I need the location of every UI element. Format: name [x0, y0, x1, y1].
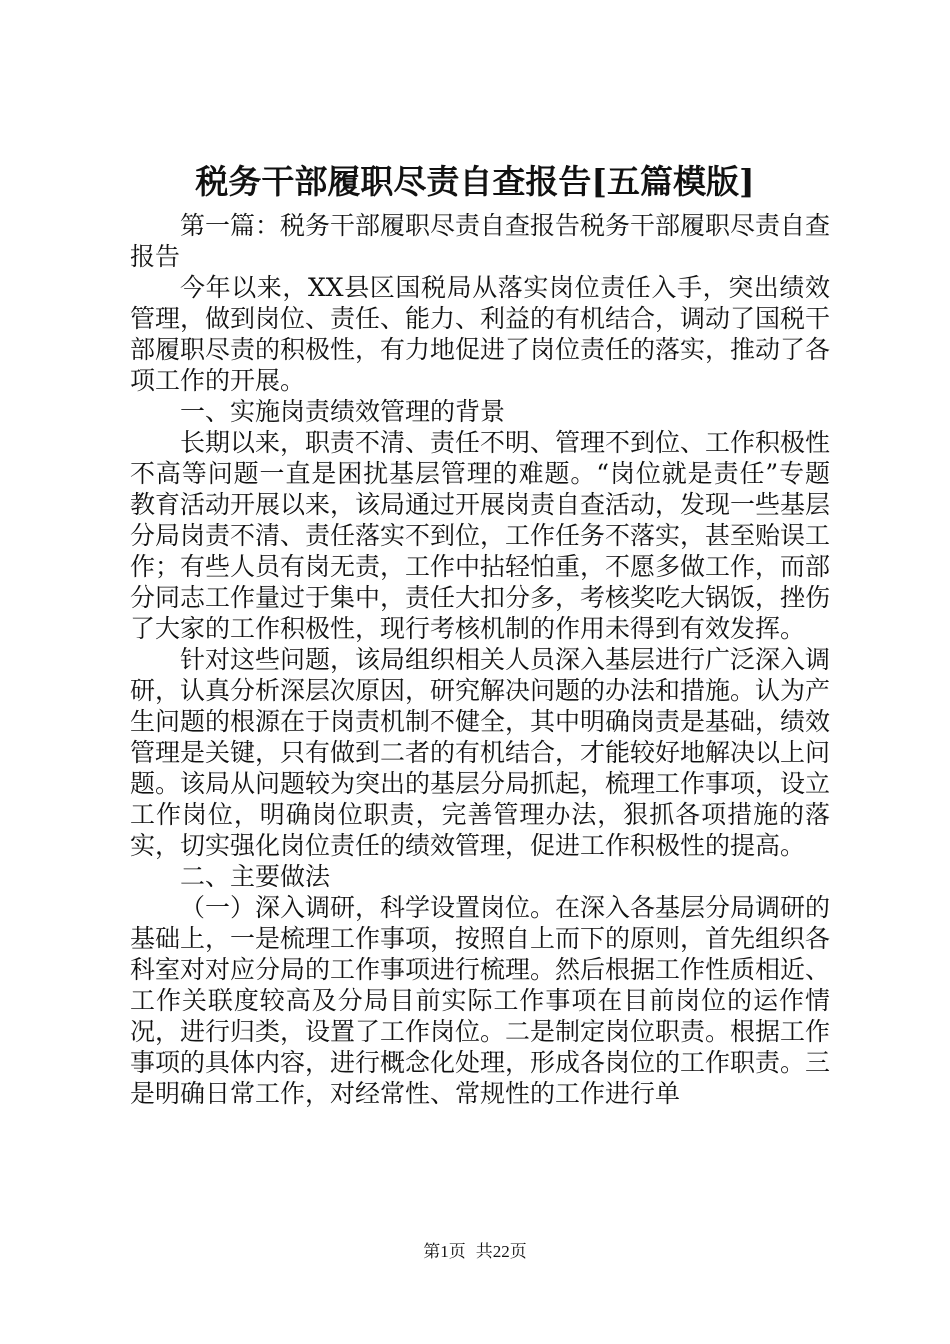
page-total: 共22页 — [475, 1242, 527, 1261]
section-heading-background: 一、实施岗责绩效管理的背景 — [180, 397, 506, 426]
document-body — [130, 210, 830, 1109]
page-number: 第1页 — [423, 1242, 466, 1261]
section-heading-methods: 二、主要做法 — [180, 862, 331, 891]
paragraph-analysis: 针对这些问题，该局组织相关人员深入基层进行广泛深入调研，认真分析深层次原因，研究解决问题的办法和措施。认为产生问题的根源在于岗责机制不健全，其中明确岗责是基础，绩效管理是关键，只有做到二者的有机结合，才能较好地解决以上问题。该局从问题较为突出的基层分局抓起，梳理工作事项，设立工作岗位，明确岗位职责，完善管理办法，狠抓各项措施的落实，切实强化岗位责任的绩效管理，促进工作积极性的提高。 — [130, 645, 831, 860]
paragraph-intro: 今年以来，XX县区国税局从落实岗位责任入手，突出绩效管理，做到岗位、责任、能力、利益的有机结合，调动了国税干部履职尽责的积极性，有力地促进了岗位责任的落实，推动了各项工作的开展。 — [130, 273, 831, 395]
paragraph-method-one: （一）深入调研，科学设置岗位。在深入各基层分局调研的基础上，一是梳理工作事项，按照自上而下的原则，首先组织各科室对对应分局的工作事项进行梳理。然后根据工作性质相近、工作关联度较高及分局目前实际工作事项在目前岗位的运作情况，进行归类，设置了工作岗位。二是制定岗位职责。根据工作事项的具体内容，进行概念化处理，形成各岗位的工作职责。三是明确日常工作，对经常性、常规性的工作进行单 — [130, 893, 831, 1108]
paragraph-heading-first-article: 第一篇：税务干部履职尽责自查报告税务干部履职尽责自查报告 — [130, 211, 831, 271]
document-title: 税务干部履职尽责自查报告[五篇模版] — [195, 162, 755, 201]
page-footer — [0, 1240, 950, 1264]
paragraph-background: 长期以来，职责不清、责任不明、管理不到位、工作积极性不高等问题一直是困扰基层管理的难题。“岗位就是责任”专题教育活动开展以来，该局通过开展岗责自查活动，发现一些基层分局岗责不清、责任落实不到位，工作任务不落实，甚至贻误工作；有些人员有岗无责，工作中拈轻怕重，不愿多做工作，而部分同志工作量过于集中，责任大扣分多，考核奖吃大锅饭，挫伤了大家的工作积极性，现行考核机制的作用未得到有效发挥。 — [130, 428, 831, 643]
